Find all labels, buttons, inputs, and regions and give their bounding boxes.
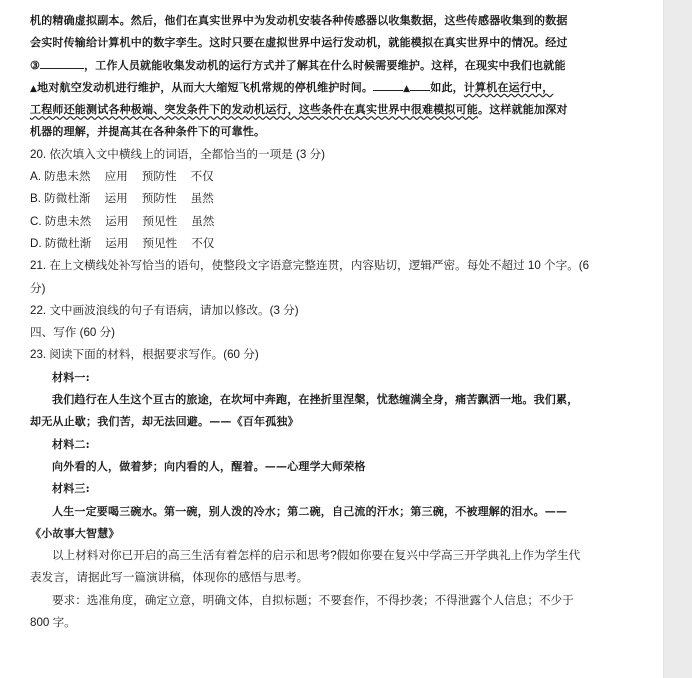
passage-line — [30, 121, 620, 143]
wavy-sentence: 计算机在运行中， — [463, 80, 554, 94]
vertical-scrollbar[interactable] — [663, 0, 692, 678]
material-text: 人生一定要喝三碗水。第一碗，别人泼的冷水；第二碗，自己流的汗水；第三碗，不被理解的泪水。—— — [52, 504, 568, 518]
question-20-option — [30, 188, 620, 210]
option-word: 应用 — [104, 170, 128, 184]
material-label: 材料二: — [52, 437, 90, 451]
passage-line — [30, 10, 620, 32]
passage-text: 地对航空发动机进行维护，从而大大缩短飞机常规的停机维护时间。 — [37, 80, 374, 94]
option-word: 运用 — [104, 192, 128, 206]
passage-text: 会实时传输给计算机中的数字孪生。这时只要在虚拟世界中运行发动机，就能模拟在真实世界中的情况。经过 — [30, 36, 568, 50]
wavy-sentence: 工程师还能测试各种极端、突发条件下的发动机运行，这些条件在真实世界中很难模拟可能 — [30, 103, 478, 117]
passage-text: 如此， — [430, 80, 464, 94]
question-21-cont: 分) — [30, 281, 46, 295]
answer-blank — [373, 77, 403, 91]
passage-line — [30, 55, 620, 77]
writing-prompt: 以上材料对你已开启的高三生活有着怎样的启示和思考?假如你要在复兴中学高三开学典礼上作为学生代 — [52, 549, 581, 563]
material-label: 材料一: — [52, 370, 90, 384]
question-20-stem: 20. 依次填入文中横线上的词语，全都恰当的一项是 (3 分) — [30, 147, 326, 161]
option-word: 预见性 — [142, 236, 178, 250]
material-label: 材料三: — [52, 482, 90, 496]
triangle-marker: ▲ — [30, 83, 38, 94]
option-word: 预见性 — [142, 214, 178, 228]
option-label: B. 防微杜渐 — [30, 192, 91, 206]
material-text: 却无从止歇；我们苦，却无法回避。——《百年孤独》 — [30, 415, 299, 429]
option-word: 预防性 — [141, 192, 177, 206]
question-23-stem: 23. 阅读下面的材料，根据要求写作。(60 分) — [30, 348, 259, 362]
option-word: 不仅 — [190, 170, 214, 184]
option-word: 虽然 — [191, 214, 215, 228]
section-title: 四、写作 (60 分) — [30, 326, 116, 340]
passage-line — [30, 32, 620, 54]
passage-text: 机的精确虚拟副本。然后，他们在真实世界中为发动机安装各种传感器以收集数据，这些传感器收集到的数据 — [30, 14, 568, 27]
answer-blank — [40, 55, 84, 69]
material-text: 《小故事大智慧》 — [30, 526, 120, 540]
passage-line — [30, 99, 620, 121]
option-label: A. 防患未然 — [30, 170, 91, 184]
question-20-option — [30, 211, 620, 233]
question-22: 22. 文中画波浪线的句子有语病，请加以修改。(3 分) — [30, 303, 299, 317]
option-label: C. 防患未然 — [30, 214, 92, 228]
triangle-marker: ▲ — [403, 83, 411, 94]
answer-blank — [410, 77, 430, 91]
question-21: 21. 在上文横线处补写恰当的语句，使整段文字语意完整连贯，内容贴切，逻辑严密。每处不超过 10 个字。(6 — [30, 259, 590, 273]
passage-text: 机器的理解，并提高其在各种条件下的可靠性。 — [30, 125, 266, 139]
blank-number: ③ — [30, 58, 41, 72]
document-content — [30, 10, 620, 634]
writing-requirements: 800 字。 — [30, 616, 76, 630]
material-text: 向外看的人，做着梦；向内看的人，醒着。——心理学大师荣格 — [52, 459, 366, 473]
option-word: 虽然 — [190, 192, 214, 206]
option-label: D. 防微杜渐 — [30, 236, 92, 250]
option-word: 运用 — [105, 236, 129, 250]
question-20-option — [30, 233, 620, 255]
question-20-option — [30, 166, 620, 188]
material-text: 我们趋行在人生这个亘古的旅途，在坎坷中奔跑，在挫折里涅槃，忧愁缠满全身，痛苦飘洒一地。我们累， — [52, 393, 579, 407]
passage-line — [30, 77, 620, 99]
writing-requirements: 要求：选准角度，确定立意，明确文体，自拟标题；不要套作，不得抄袭；不得泄露个人信息；不少于 — [52, 593, 574, 607]
passage-text: ，工作人员就能收集发动机的运行方式并了解其在什么时候需要维护。这样，在现实中我们也就能 — [84, 58, 566, 72]
passage-text: 。这样就能加深对 — [478, 103, 568, 117]
option-word: 运用 — [105, 214, 129, 228]
option-word: 不仅 — [191, 236, 215, 250]
option-word: 预防性 — [141, 170, 177, 184]
writing-prompt: 表发言，请据此写一篇演讲稿，体现你的感悟与思考。 — [30, 571, 309, 585]
